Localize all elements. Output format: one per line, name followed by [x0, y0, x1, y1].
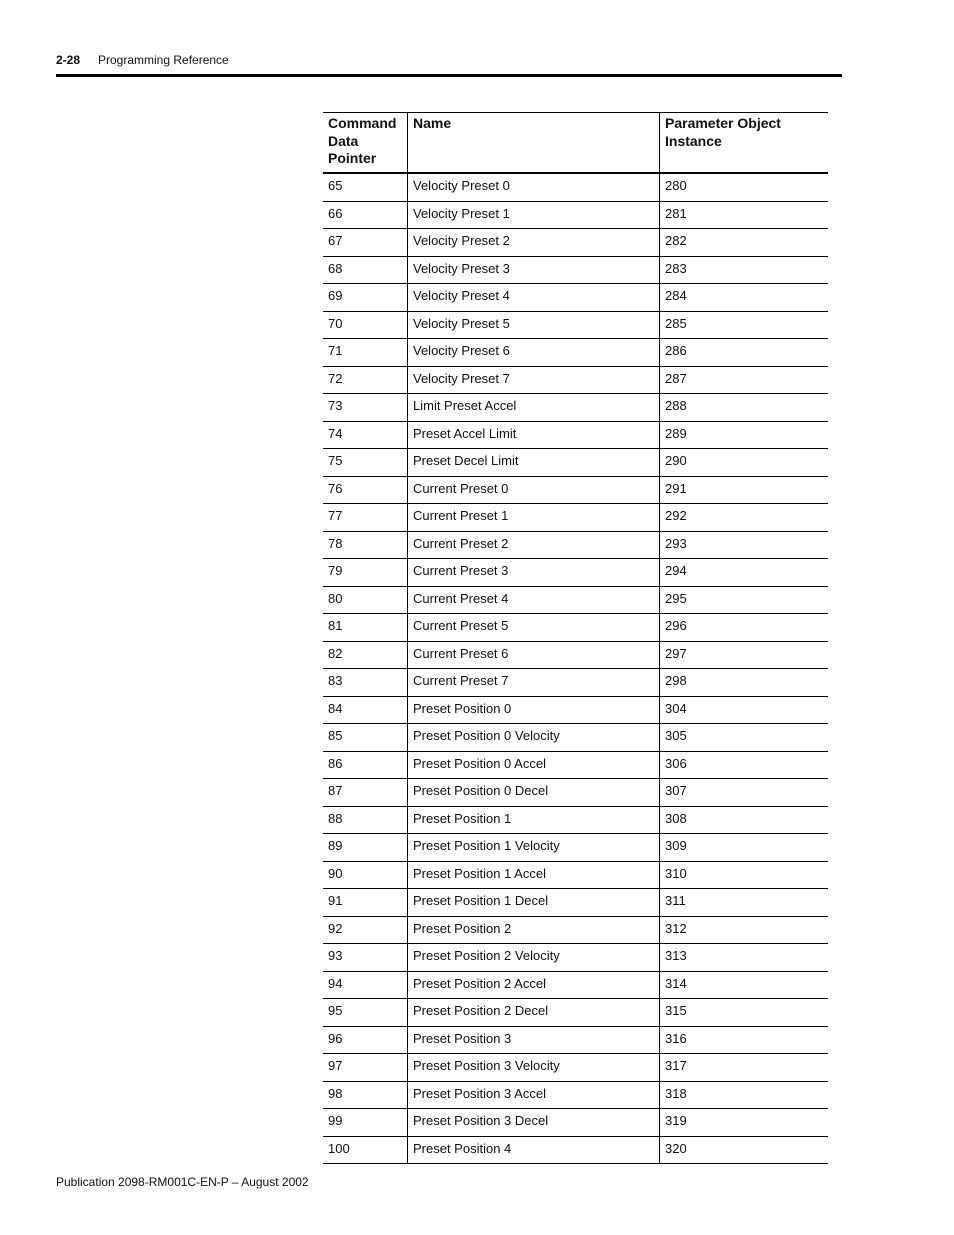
- cell-pointer: 74: [323, 421, 408, 449]
- cell-name: Preset Position 1 Accel: [408, 861, 660, 889]
- cell-pointer: 76: [323, 476, 408, 504]
- cell-pointer: 67: [323, 229, 408, 257]
- cell-name: Limit Preset Accel: [408, 394, 660, 422]
- table-row: [323, 971, 828, 999]
- cell-name: Preset Position 1: [408, 806, 660, 834]
- table-row: [323, 201, 828, 229]
- table-row: [323, 669, 828, 697]
- table-row: [323, 531, 828, 559]
- cell-pointer: 87: [323, 779, 408, 807]
- cell-pointer: 98: [323, 1081, 408, 1109]
- cell-name: Current Preset 0: [408, 476, 660, 504]
- cell-name: Preset Position 2 Decel: [408, 999, 660, 1027]
- cell-pointer: 100: [323, 1136, 408, 1164]
- cell-pointer: 88: [323, 806, 408, 834]
- cell-instance: 311: [660, 889, 829, 917]
- cell-name: Preset Position 3 Decel: [408, 1109, 660, 1137]
- cell-instance: 297: [660, 641, 829, 669]
- cell-name: Preset Position 0 Velocity: [408, 724, 660, 752]
- table-row: [323, 861, 828, 889]
- cell-pointer: 96: [323, 1026, 408, 1054]
- page-header: [56, 52, 229, 68]
- cell-instance: 306: [660, 751, 829, 779]
- table-row: [323, 641, 828, 669]
- cell-pointer: 89: [323, 834, 408, 862]
- table-row: [323, 916, 828, 944]
- cell-instance: 285: [660, 311, 829, 339]
- cell-instance: 283: [660, 256, 829, 284]
- cell-instance: 298: [660, 669, 829, 697]
- cell-instance: 292: [660, 504, 829, 532]
- table-row: [323, 834, 828, 862]
- cell-name: Preset Position 3 Velocity: [408, 1054, 660, 1082]
- cell-name: Preset Position 3 Accel: [408, 1081, 660, 1109]
- cell-name: Velocity Preset 6: [408, 339, 660, 367]
- cell-name: Velocity Preset 4: [408, 284, 660, 312]
- cell-instance: 316: [660, 1026, 829, 1054]
- cell-pointer: 80: [323, 586, 408, 614]
- table-row: [323, 1109, 828, 1137]
- table-row: [323, 449, 828, 477]
- table-row: [323, 696, 828, 724]
- table-row: [323, 559, 828, 587]
- cell-pointer: 97: [323, 1054, 408, 1082]
- cell-pointer: 73: [323, 394, 408, 422]
- cell-instance: 319: [660, 1109, 829, 1137]
- cell-pointer: 69: [323, 284, 408, 312]
- cell-instance: 281: [660, 201, 829, 229]
- table-row: [323, 311, 828, 339]
- table-row: [323, 586, 828, 614]
- cell-name: Current Preset 5: [408, 614, 660, 642]
- cell-instance: 288: [660, 394, 829, 422]
- cell-pointer: 84: [323, 696, 408, 724]
- cell-pointer: 65: [323, 173, 408, 201]
- table-header-row: [323, 113, 828, 174]
- cell-name: Velocity Preset 5: [408, 311, 660, 339]
- table-row: [323, 366, 828, 394]
- table-row: [323, 339, 828, 367]
- cell-name: Velocity Preset 0: [408, 173, 660, 201]
- cell-pointer: 66: [323, 201, 408, 229]
- table-row: [323, 256, 828, 284]
- table-row: [323, 779, 828, 807]
- cell-pointer: 81: [323, 614, 408, 642]
- cell-instance: 309: [660, 834, 829, 862]
- cell-instance: 294: [660, 559, 829, 587]
- cell-name: Preset Position 1 Decel: [408, 889, 660, 917]
- cell-instance: 307: [660, 779, 829, 807]
- cell-name: Preset Accel Limit: [408, 421, 660, 449]
- table-row: [323, 944, 828, 972]
- table-row: [323, 504, 828, 532]
- cell-name: Current Preset 7: [408, 669, 660, 697]
- cell-instance: 315: [660, 999, 829, 1027]
- cell-instance: 304: [660, 696, 829, 724]
- cell-pointer: 79: [323, 559, 408, 587]
- page-number: 2-28: [56, 53, 81, 67]
- cell-name: Preset Position 0 Decel: [408, 779, 660, 807]
- cell-name: Preset Position 4: [408, 1136, 660, 1164]
- cell-pointer: 93: [323, 944, 408, 972]
- cell-name: Velocity Preset 3: [408, 256, 660, 284]
- table-row: [323, 999, 828, 1027]
- table-row: [323, 421, 828, 449]
- cell-pointer: 86: [323, 751, 408, 779]
- cell-instance: 318: [660, 1081, 829, 1109]
- parameter-table: [323, 112, 828, 1164]
- table-row: [323, 724, 828, 752]
- cell-name: Velocity Preset 1: [408, 201, 660, 229]
- cell-pointer: 91: [323, 889, 408, 917]
- cell-instance: 313: [660, 944, 829, 972]
- cell-instance: 282: [660, 229, 829, 257]
- cell-instance: 284: [660, 284, 829, 312]
- cell-instance: 308: [660, 806, 829, 834]
- cell-name: Velocity Preset 7: [408, 366, 660, 394]
- cell-pointer: 75: [323, 449, 408, 477]
- cell-pointer: 83: [323, 669, 408, 697]
- table-row: [323, 229, 828, 257]
- header-divider: [56, 74, 842, 77]
- cell-pointer: 72: [323, 366, 408, 394]
- table-row: [323, 889, 828, 917]
- cell-instance: 310: [660, 861, 829, 889]
- table-row: [323, 394, 828, 422]
- cell-instance: 287: [660, 366, 829, 394]
- cell-name: Preset Decel Limit: [408, 449, 660, 477]
- cell-name: Current Preset 2: [408, 531, 660, 559]
- cell-name: Preset Position 3: [408, 1026, 660, 1054]
- table-row: [323, 1136, 828, 1164]
- cell-pointer: 71: [323, 339, 408, 367]
- cell-pointer: 78: [323, 531, 408, 559]
- cell-pointer: 90: [323, 861, 408, 889]
- cell-name: Current Preset 6: [408, 641, 660, 669]
- cell-pointer: 85: [323, 724, 408, 752]
- table-row: [323, 806, 828, 834]
- cell-name: Preset Position 2 Velocity: [408, 944, 660, 972]
- table-row: [323, 1081, 828, 1109]
- cell-name: Preset Position 1 Velocity: [408, 834, 660, 862]
- cell-instance: 280: [660, 173, 829, 201]
- cell-pointer: 77: [323, 504, 408, 532]
- cell-pointer: 92: [323, 916, 408, 944]
- table-row: [323, 173, 828, 201]
- cell-pointer: 70: [323, 311, 408, 339]
- cell-instance: 305: [660, 724, 829, 752]
- cell-instance: 290: [660, 449, 829, 477]
- column-header-name: Name: [408, 113, 660, 174]
- cell-pointer: 95: [323, 999, 408, 1027]
- cell-name: Current Preset 1: [408, 504, 660, 532]
- cell-pointer: 94: [323, 971, 408, 999]
- cell-pointer: 82: [323, 641, 408, 669]
- cell-instance: 320: [660, 1136, 829, 1164]
- cell-name: Current Preset 3: [408, 559, 660, 587]
- table-row: [323, 751, 828, 779]
- cell-instance: 289: [660, 421, 829, 449]
- cell-instance: 286: [660, 339, 829, 367]
- column-header-instance: Parameter Object Instance: [660, 113, 829, 174]
- cell-instance: 296: [660, 614, 829, 642]
- column-header-pointer: Command Data Pointer: [323, 113, 408, 174]
- table-row: [323, 1054, 828, 1082]
- cell-pointer: 99: [323, 1109, 408, 1137]
- table-row: [323, 614, 828, 642]
- cell-instance: 312: [660, 916, 829, 944]
- table-row: [323, 284, 828, 312]
- cell-instance: 317: [660, 1054, 829, 1082]
- cell-name: Current Preset 4: [408, 586, 660, 614]
- cell-instance: 295: [660, 586, 829, 614]
- page-footer: Publication 2098-RM001C-EN-P – August 2002: [56, 1175, 309, 1189]
- cell-instance: 291: [660, 476, 829, 504]
- cell-instance: 293: [660, 531, 829, 559]
- cell-instance: 314: [660, 971, 829, 999]
- cell-name: Preset Position 0 Accel: [408, 751, 660, 779]
- cell-name: Preset Position 0: [408, 696, 660, 724]
- table-row: [323, 476, 828, 504]
- table-body: [323, 173, 828, 1164]
- cell-pointer: 68: [323, 256, 408, 284]
- section-title: Programming Reference: [98, 53, 229, 67]
- cell-name: Preset Position 2: [408, 916, 660, 944]
- cell-name: Velocity Preset 2: [408, 229, 660, 257]
- table-row: [323, 1026, 828, 1054]
- cell-name: Preset Position 2 Accel: [408, 971, 660, 999]
